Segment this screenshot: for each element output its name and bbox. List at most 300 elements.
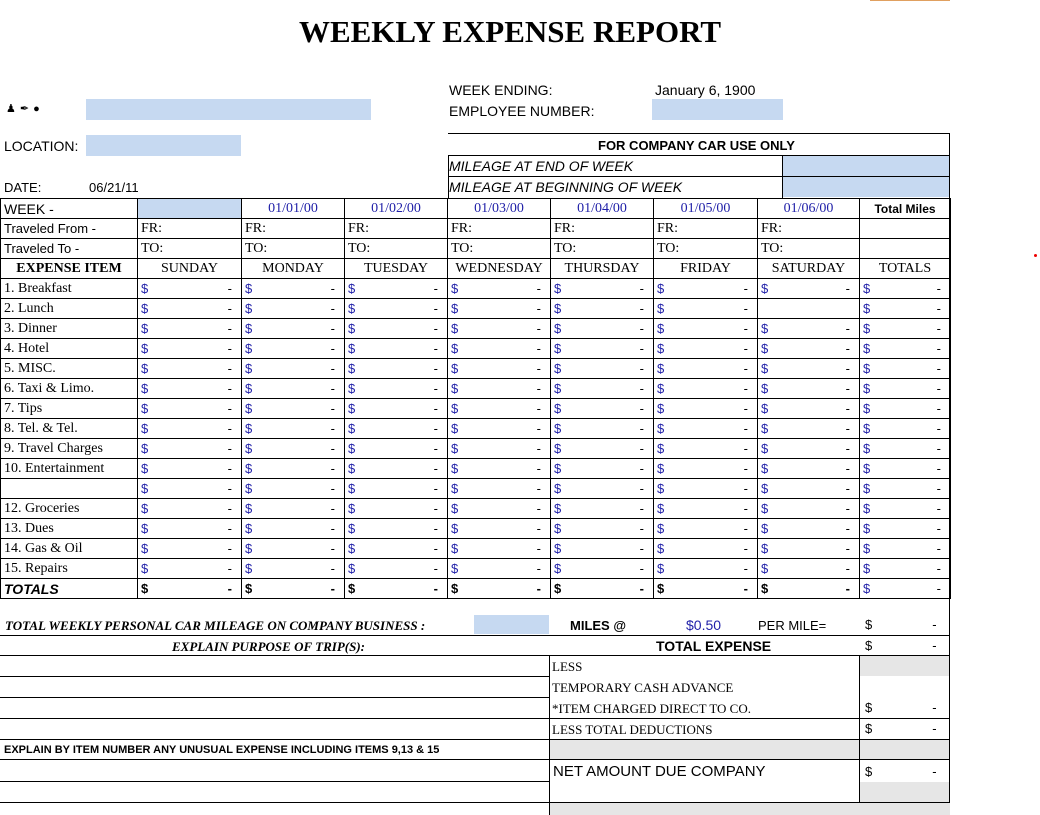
footer-line-1 xyxy=(0,655,950,656)
table-row xyxy=(1,439,951,459)
from-field-6[interactable]: FR: xyxy=(758,219,860,239)
amount-value: - xyxy=(743,441,748,456)
week-row xyxy=(1,199,951,219)
amount-cell[interactable] xyxy=(138,439,242,459)
row-total-cell[interactable] xyxy=(860,499,951,519)
amount-value: - xyxy=(743,361,748,376)
currency-sign: $ xyxy=(554,361,562,376)
amount-cell[interactable] xyxy=(448,399,551,419)
amount-cell[interactable] xyxy=(242,339,345,359)
amount-cell[interactable] xyxy=(138,319,242,339)
amount-cell[interactable] xyxy=(448,359,551,379)
currency-sign: $ xyxy=(348,541,356,556)
currency-sign: $ xyxy=(863,381,871,396)
amount-cell[interactable] xyxy=(448,559,551,579)
amount-cell[interactable] xyxy=(242,419,345,439)
amount-value: - xyxy=(227,381,232,396)
from-field-1[interactable]: FR: xyxy=(242,219,345,239)
row-total-cell[interactable] xyxy=(860,479,951,499)
currency-sign: $ xyxy=(657,541,665,556)
amount-cell[interactable] xyxy=(345,359,448,379)
amount-value: - xyxy=(227,281,232,296)
currency-sign: $ xyxy=(657,521,665,536)
amount-value: - xyxy=(639,521,644,536)
currency-sign: $ xyxy=(245,281,253,296)
currency-sign: $ xyxy=(657,501,665,516)
currency-sign: $ xyxy=(863,581,871,596)
location-field[interactable] xyxy=(86,135,241,156)
amount-value: - xyxy=(433,481,438,496)
expense-item-label: 9. Travel Charges xyxy=(1,439,138,459)
amount-cell[interactable] xyxy=(138,499,242,519)
amount-cell[interactable] xyxy=(242,439,345,459)
amount-cell[interactable] xyxy=(654,339,758,359)
to-field-6[interactable]: TO: xyxy=(758,239,860,259)
amount-cell[interactable] xyxy=(138,539,242,559)
amount-value: - xyxy=(743,581,748,596)
amount-cell[interactable] xyxy=(654,299,758,319)
table-row xyxy=(1,359,951,379)
amount-cell[interactable] xyxy=(654,319,758,339)
amount-cell[interactable] xyxy=(138,399,242,419)
row-total-cell[interactable] xyxy=(860,459,951,479)
amount-cell[interactable] xyxy=(654,439,758,459)
amount-value: - xyxy=(936,421,941,436)
mileage-business-label: TOTAL WEEKLY PERSONAL CAR MILEAGE ON COMPANY BUSINESS : xyxy=(5,618,426,633)
amount-value: - xyxy=(536,421,541,436)
currency-sign: $ xyxy=(761,581,769,596)
currency-sign: $ xyxy=(141,461,149,476)
to-field-1[interactable]: TO: xyxy=(242,239,345,259)
amount-cell[interactable] xyxy=(551,319,654,339)
currency-sign: $ xyxy=(761,481,769,496)
to-field-3[interactable]: TO: xyxy=(448,239,551,259)
amount-value: - xyxy=(536,361,541,376)
expense-item-label: 2. Lunch xyxy=(1,299,138,319)
amount-value: - xyxy=(433,321,438,336)
currency-sign: $ xyxy=(141,541,149,556)
currency-sign: $ xyxy=(451,341,459,356)
item-charged-value: $ - xyxy=(865,700,937,715)
grand-total-cell[interactable] xyxy=(860,579,951,599)
amount-value: - xyxy=(433,281,438,296)
to-field-0[interactable]: TO: xyxy=(138,239,242,259)
less-total-label: LESS TOTAL DEDUCTIONS xyxy=(552,722,713,737)
purpose-line-1 xyxy=(0,676,550,677)
currency-sign: $ xyxy=(554,321,562,336)
expense-item-label: 13. Dues xyxy=(1,519,138,539)
amount-cell[interactable] xyxy=(551,359,654,379)
mileage-end-field[interactable] xyxy=(783,156,950,176)
amount-cell[interactable] xyxy=(654,379,758,399)
to-field-5[interactable]: TO: xyxy=(654,239,758,259)
from-field-5[interactable]: FR: xyxy=(654,219,758,239)
amount-value: - xyxy=(433,521,438,536)
currency-sign: $ xyxy=(141,361,149,376)
from-field-3[interactable]: FR: xyxy=(448,219,551,239)
currency-sign: $ xyxy=(245,381,253,396)
row-total-cell[interactable] xyxy=(860,419,951,439)
amount-cell[interactable] xyxy=(242,359,345,379)
table-row xyxy=(1,299,951,319)
amount-value: - xyxy=(936,561,941,576)
amount-cell[interactable] xyxy=(654,399,758,419)
amount-cell[interactable] xyxy=(345,559,448,579)
amount-cell[interactable] xyxy=(758,379,860,399)
amount-value: - xyxy=(936,521,941,536)
less-total-value: $ - xyxy=(865,721,937,736)
amount-value: - xyxy=(536,581,541,596)
currency-sign: $ xyxy=(761,281,769,296)
currency-sign: $ xyxy=(554,421,562,436)
currency-sign: $ xyxy=(451,461,459,476)
red-marker xyxy=(1034,254,1037,257)
amount-cell[interactable] xyxy=(758,499,860,519)
traveled-to-row xyxy=(1,239,951,259)
amount-cell[interactable] xyxy=(551,379,654,399)
currency-sign: $ xyxy=(245,301,253,316)
amount-cell[interactable] xyxy=(242,279,345,299)
currency-sign: $ xyxy=(554,341,562,356)
amount-value: - xyxy=(845,541,850,556)
mileage-begin-field[interactable] xyxy=(783,177,950,197)
to-field-2[interactable]: TO: xyxy=(345,239,448,259)
amount-cell[interactable] xyxy=(758,479,860,499)
amount-cell[interactable] xyxy=(654,539,758,559)
currency-sign: $ xyxy=(245,421,253,436)
week-start-field[interactable] xyxy=(138,199,242,219)
currency-sign: $ xyxy=(348,281,356,296)
currency-sign: $ xyxy=(141,401,149,416)
currency-sign: $ xyxy=(245,401,253,416)
amount-cell[interactable] xyxy=(448,459,551,479)
amount-cell[interactable] xyxy=(345,519,448,539)
currency-sign: $ xyxy=(761,561,769,576)
expense-item-header: EXPENSE ITEM xyxy=(1,259,138,279)
day-total-cell[interactable] xyxy=(448,579,551,599)
currency-sign: $ xyxy=(141,501,149,516)
row-total-cell[interactable] xyxy=(860,299,951,319)
amount-cell[interactable] xyxy=(551,479,654,499)
amount-cell[interactable] xyxy=(242,559,345,579)
currency-sign: $ xyxy=(554,521,562,536)
amount-cell[interactable] xyxy=(345,279,448,299)
amount-value: - xyxy=(433,501,438,516)
currency-sign: $ xyxy=(451,321,459,336)
day-total-cell[interactable] xyxy=(242,579,345,599)
amount-value: - xyxy=(639,541,644,556)
amount-cell[interactable] xyxy=(448,279,551,299)
amount-cell[interactable] xyxy=(345,439,448,459)
week-ending-label: WEEK ENDING: xyxy=(449,82,553,98)
row-total-cell[interactable] xyxy=(860,439,951,459)
amount-cell[interactable] xyxy=(448,299,551,319)
amount-value: - xyxy=(330,441,335,456)
amount-value: - xyxy=(936,381,941,396)
amount-value: - xyxy=(936,341,941,356)
mileage-begin-label: MILEAGE AT BEGINNING OF WEEK xyxy=(449,179,683,195)
amount-cell[interactable] xyxy=(345,339,448,359)
amount-cell[interactable] xyxy=(242,399,345,419)
amount-cell[interactable] xyxy=(551,559,654,579)
amount-cell[interactable] xyxy=(242,499,345,519)
row-total-cell[interactable] xyxy=(860,279,951,299)
amount-cell[interactable] xyxy=(551,419,654,439)
expense-item-label: 8. Tel. & Tel. xyxy=(1,419,138,439)
row-total-cell[interactable] xyxy=(860,339,951,359)
amount-cell[interactable] xyxy=(345,319,448,339)
amount-cell[interactable] xyxy=(138,519,242,539)
amount-cell[interactable] xyxy=(345,399,448,419)
amount-cell[interactable] xyxy=(448,499,551,519)
amount-cell[interactable] xyxy=(448,539,551,559)
unusual-shade xyxy=(550,740,950,759)
amount-cell[interactable] xyxy=(448,479,551,499)
amount-cell[interactable] xyxy=(448,319,551,339)
to-field-4[interactable]: TO: xyxy=(551,239,654,259)
currency-sign: $ xyxy=(245,561,253,576)
from-field-2[interactable]: FR: xyxy=(345,219,448,239)
amount-cell[interactable] xyxy=(138,459,242,479)
currency-sign: $ xyxy=(554,481,562,496)
amount-value: - xyxy=(536,561,541,576)
amount-value: - xyxy=(433,581,438,596)
currency-sign: $ xyxy=(451,521,459,536)
amount-value: - xyxy=(536,461,541,476)
currency-sign: $ xyxy=(657,401,665,416)
amount-value: - xyxy=(639,441,644,456)
amount-value: - xyxy=(936,401,941,416)
currency-sign: $ xyxy=(451,561,459,576)
amount-cell[interactable] xyxy=(654,279,758,299)
total-expense-value: $ - xyxy=(865,638,937,653)
table-row xyxy=(1,419,951,439)
amount-cell[interactable] xyxy=(758,459,860,479)
currency-sign: $ xyxy=(348,501,356,516)
amount-cell-blank[interactable] xyxy=(758,299,860,319)
amount-cell[interactable] xyxy=(448,339,551,359)
amount-cell[interactable] xyxy=(448,379,551,399)
currency-sign: $ xyxy=(451,421,459,436)
currency-sign: $ xyxy=(141,281,149,296)
currency-sign: $ xyxy=(761,521,769,536)
amount-cell[interactable] xyxy=(242,459,345,479)
less-shade xyxy=(860,656,950,676)
amount-cell[interactable] xyxy=(758,519,860,539)
day-header-1: MONDAY xyxy=(242,259,345,279)
amount-cell[interactable] xyxy=(345,419,448,439)
personal-mileage-field[interactable] xyxy=(474,615,549,634)
amount-cell[interactable] xyxy=(448,519,551,539)
amount-cell[interactable] xyxy=(138,339,242,359)
amount-cell[interactable] xyxy=(758,399,860,419)
amount-cell[interactable] xyxy=(654,499,758,519)
amount-value: - xyxy=(536,301,541,316)
amount-value: - xyxy=(743,401,748,416)
amount-cell[interactable] xyxy=(551,519,654,539)
currency-sign: $ xyxy=(348,381,356,396)
table-row xyxy=(1,479,951,499)
amount-cell[interactable] xyxy=(654,519,758,539)
amount-value: - xyxy=(743,461,748,476)
date-value: 06/21/11 xyxy=(89,180,139,195)
amount-cell[interactable] xyxy=(551,279,654,299)
amount-value: - xyxy=(743,521,748,536)
row-total-cell[interactable] xyxy=(860,319,951,339)
amount-cell[interactable] xyxy=(551,459,654,479)
amount-value: - xyxy=(845,461,850,476)
row-total-cell[interactable] xyxy=(860,539,951,559)
currency-sign: $ xyxy=(348,401,356,416)
row-total-cell[interactable] xyxy=(860,519,951,539)
amount-cell[interactable] xyxy=(551,439,654,459)
per-mile-label: PER MILE= xyxy=(758,618,827,633)
currency-sign: $ xyxy=(245,341,253,356)
from-field-0[interactable]: FR: xyxy=(138,219,242,239)
amount-value: - xyxy=(845,581,850,596)
amount-cell[interactable] xyxy=(758,339,860,359)
day-header-0: SUNDAY xyxy=(138,259,242,279)
amount-value: - xyxy=(227,561,232,576)
amount-cell[interactable] xyxy=(345,379,448,399)
row-total-cell[interactable] xyxy=(860,379,951,399)
day-total-cell[interactable] xyxy=(138,579,242,599)
day-total-cell[interactable] xyxy=(345,579,448,599)
currency-sign: $ xyxy=(245,361,253,376)
amount-cell[interactable] xyxy=(758,319,860,339)
mileage-rate: $0.50 xyxy=(686,617,722,633)
amount-cell[interactable] xyxy=(551,499,654,519)
amount-cell[interactable] xyxy=(138,419,242,439)
currency-sign: $ xyxy=(451,401,459,416)
currency-sign: $ xyxy=(245,321,253,336)
currency-sign: $ xyxy=(141,481,149,496)
table-row xyxy=(1,519,951,539)
amount-cell[interactable] xyxy=(242,379,345,399)
table-row xyxy=(1,539,951,559)
amount-cell[interactable] xyxy=(758,359,860,379)
amount-cell[interactable] xyxy=(758,419,860,439)
amount-value: - xyxy=(743,481,748,496)
bomb-icon: ● xyxy=(33,103,44,115)
amount-cell[interactable] xyxy=(551,299,654,319)
amount-cell[interactable] xyxy=(448,439,551,459)
currency-sign: $ xyxy=(554,581,562,596)
amount-cell[interactable] xyxy=(345,499,448,519)
amount-cell[interactable] xyxy=(551,339,654,359)
amount-cell[interactable] xyxy=(654,419,758,439)
amount-cell[interactable] xyxy=(654,559,758,579)
day-total-cell[interactable] xyxy=(551,579,654,599)
amount-cell[interactable] xyxy=(551,539,654,559)
amount-value: - xyxy=(936,441,941,456)
amount-value: - xyxy=(227,401,232,416)
amount-cell[interactable] xyxy=(448,419,551,439)
amount-cell[interactable] xyxy=(758,559,860,579)
amount-cell[interactable] xyxy=(242,479,345,499)
amount-cell[interactable] xyxy=(138,559,242,579)
amount-cell[interactable] xyxy=(654,479,758,499)
footer-line-4 xyxy=(0,759,950,760)
row-total-cell[interactable] xyxy=(860,399,951,419)
currency-sign: $ xyxy=(863,501,871,516)
amount-value: - xyxy=(227,421,232,436)
currency-sign: $ xyxy=(451,281,459,296)
totals-header: TOTALS xyxy=(860,259,951,279)
week-date-0: 01/01/00 xyxy=(242,199,345,219)
employee-name-field[interactable] xyxy=(86,99,371,120)
amount-value: - xyxy=(845,481,850,496)
amount-value: - xyxy=(536,521,541,536)
location-label: LOCATION: xyxy=(4,138,79,154)
from-field-4[interactable]: FR: xyxy=(551,219,654,239)
amount-cell[interactable] xyxy=(138,379,242,399)
currency-sign: $ xyxy=(141,341,149,356)
currency-sign: $ xyxy=(761,361,769,376)
week-date-3: 01/04/00 xyxy=(551,199,654,219)
amount-value: - xyxy=(536,341,541,356)
amount-value: - xyxy=(845,501,850,516)
currency-sign: $ xyxy=(554,401,562,416)
amount-cell[interactable] xyxy=(345,299,448,319)
amount-value: - xyxy=(433,401,438,416)
company-car-title: FOR COMPANY CAR USE ONLY xyxy=(598,138,795,153)
amount-cell[interactable] xyxy=(345,539,448,559)
row-total-cell[interactable] xyxy=(860,559,951,579)
amount-cell[interactable] xyxy=(654,459,758,479)
amount-cell[interactable] xyxy=(551,399,654,419)
amount-value: - xyxy=(936,321,941,336)
row-total-cell[interactable] xyxy=(860,359,951,379)
week-date-1: 01/02/00 xyxy=(345,199,448,219)
amount-value: - xyxy=(743,561,748,576)
currency-sign: $ xyxy=(554,501,562,516)
footer-line-0 xyxy=(0,635,950,636)
amount-value: - xyxy=(330,301,335,316)
employee-number-field[interactable] xyxy=(652,99,783,120)
amount-value: - xyxy=(330,561,335,576)
amount-value: - xyxy=(936,281,941,296)
currency-sign: $ xyxy=(657,301,665,316)
amount-cell[interactable] xyxy=(242,519,345,539)
amount-cell[interactable] xyxy=(345,479,448,499)
amount-value: - xyxy=(743,341,748,356)
amount-cell[interactable] xyxy=(345,459,448,479)
amount-cell[interactable] xyxy=(654,359,758,379)
expense-item-label: 3. Dinner xyxy=(1,319,138,339)
currency-sign: $ xyxy=(657,381,665,396)
day-total-cell[interactable] xyxy=(758,579,860,599)
amount-value: - xyxy=(936,361,941,376)
expense-item-label: 6. Taxi & Limo. xyxy=(1,379,138,399)
currency-sign: $ xyxy=(863,341,871,356)
amount-value: - xyxy=(433,361,438,376)
amount-cell[interactable] xyxy=(242,539,345,559)
amount-cell[interactable] xyxy=(242,319,345,339)
amount-cell[interactable] xyxy=(138,299,242,319)
amount-cell[interactable] xyxy=(138,359,242,379)
amount-cell[interactable] xyxy=(758,439,860,459)
day-total-cell[interactable] xyxy=(654,579,758,599)
amount-cell[interactable] xyxy=(758,539,860,559)
amount-value: - xyxy=(936,581,941,596)
day-header-2: TUESDAY xyxy=(345,259,448,279)
amount-cell[interactable] xyxy=(138,279,242,299)
amount-cell[interactable] xyxy=(758,279,860,299)
amount-cell[interactable] xyxy=(138,479,242,499)
amount-value: - xyxy=(227,361,232,376)
amount-cell[interactable] xyxy=(242,299,345,319)
